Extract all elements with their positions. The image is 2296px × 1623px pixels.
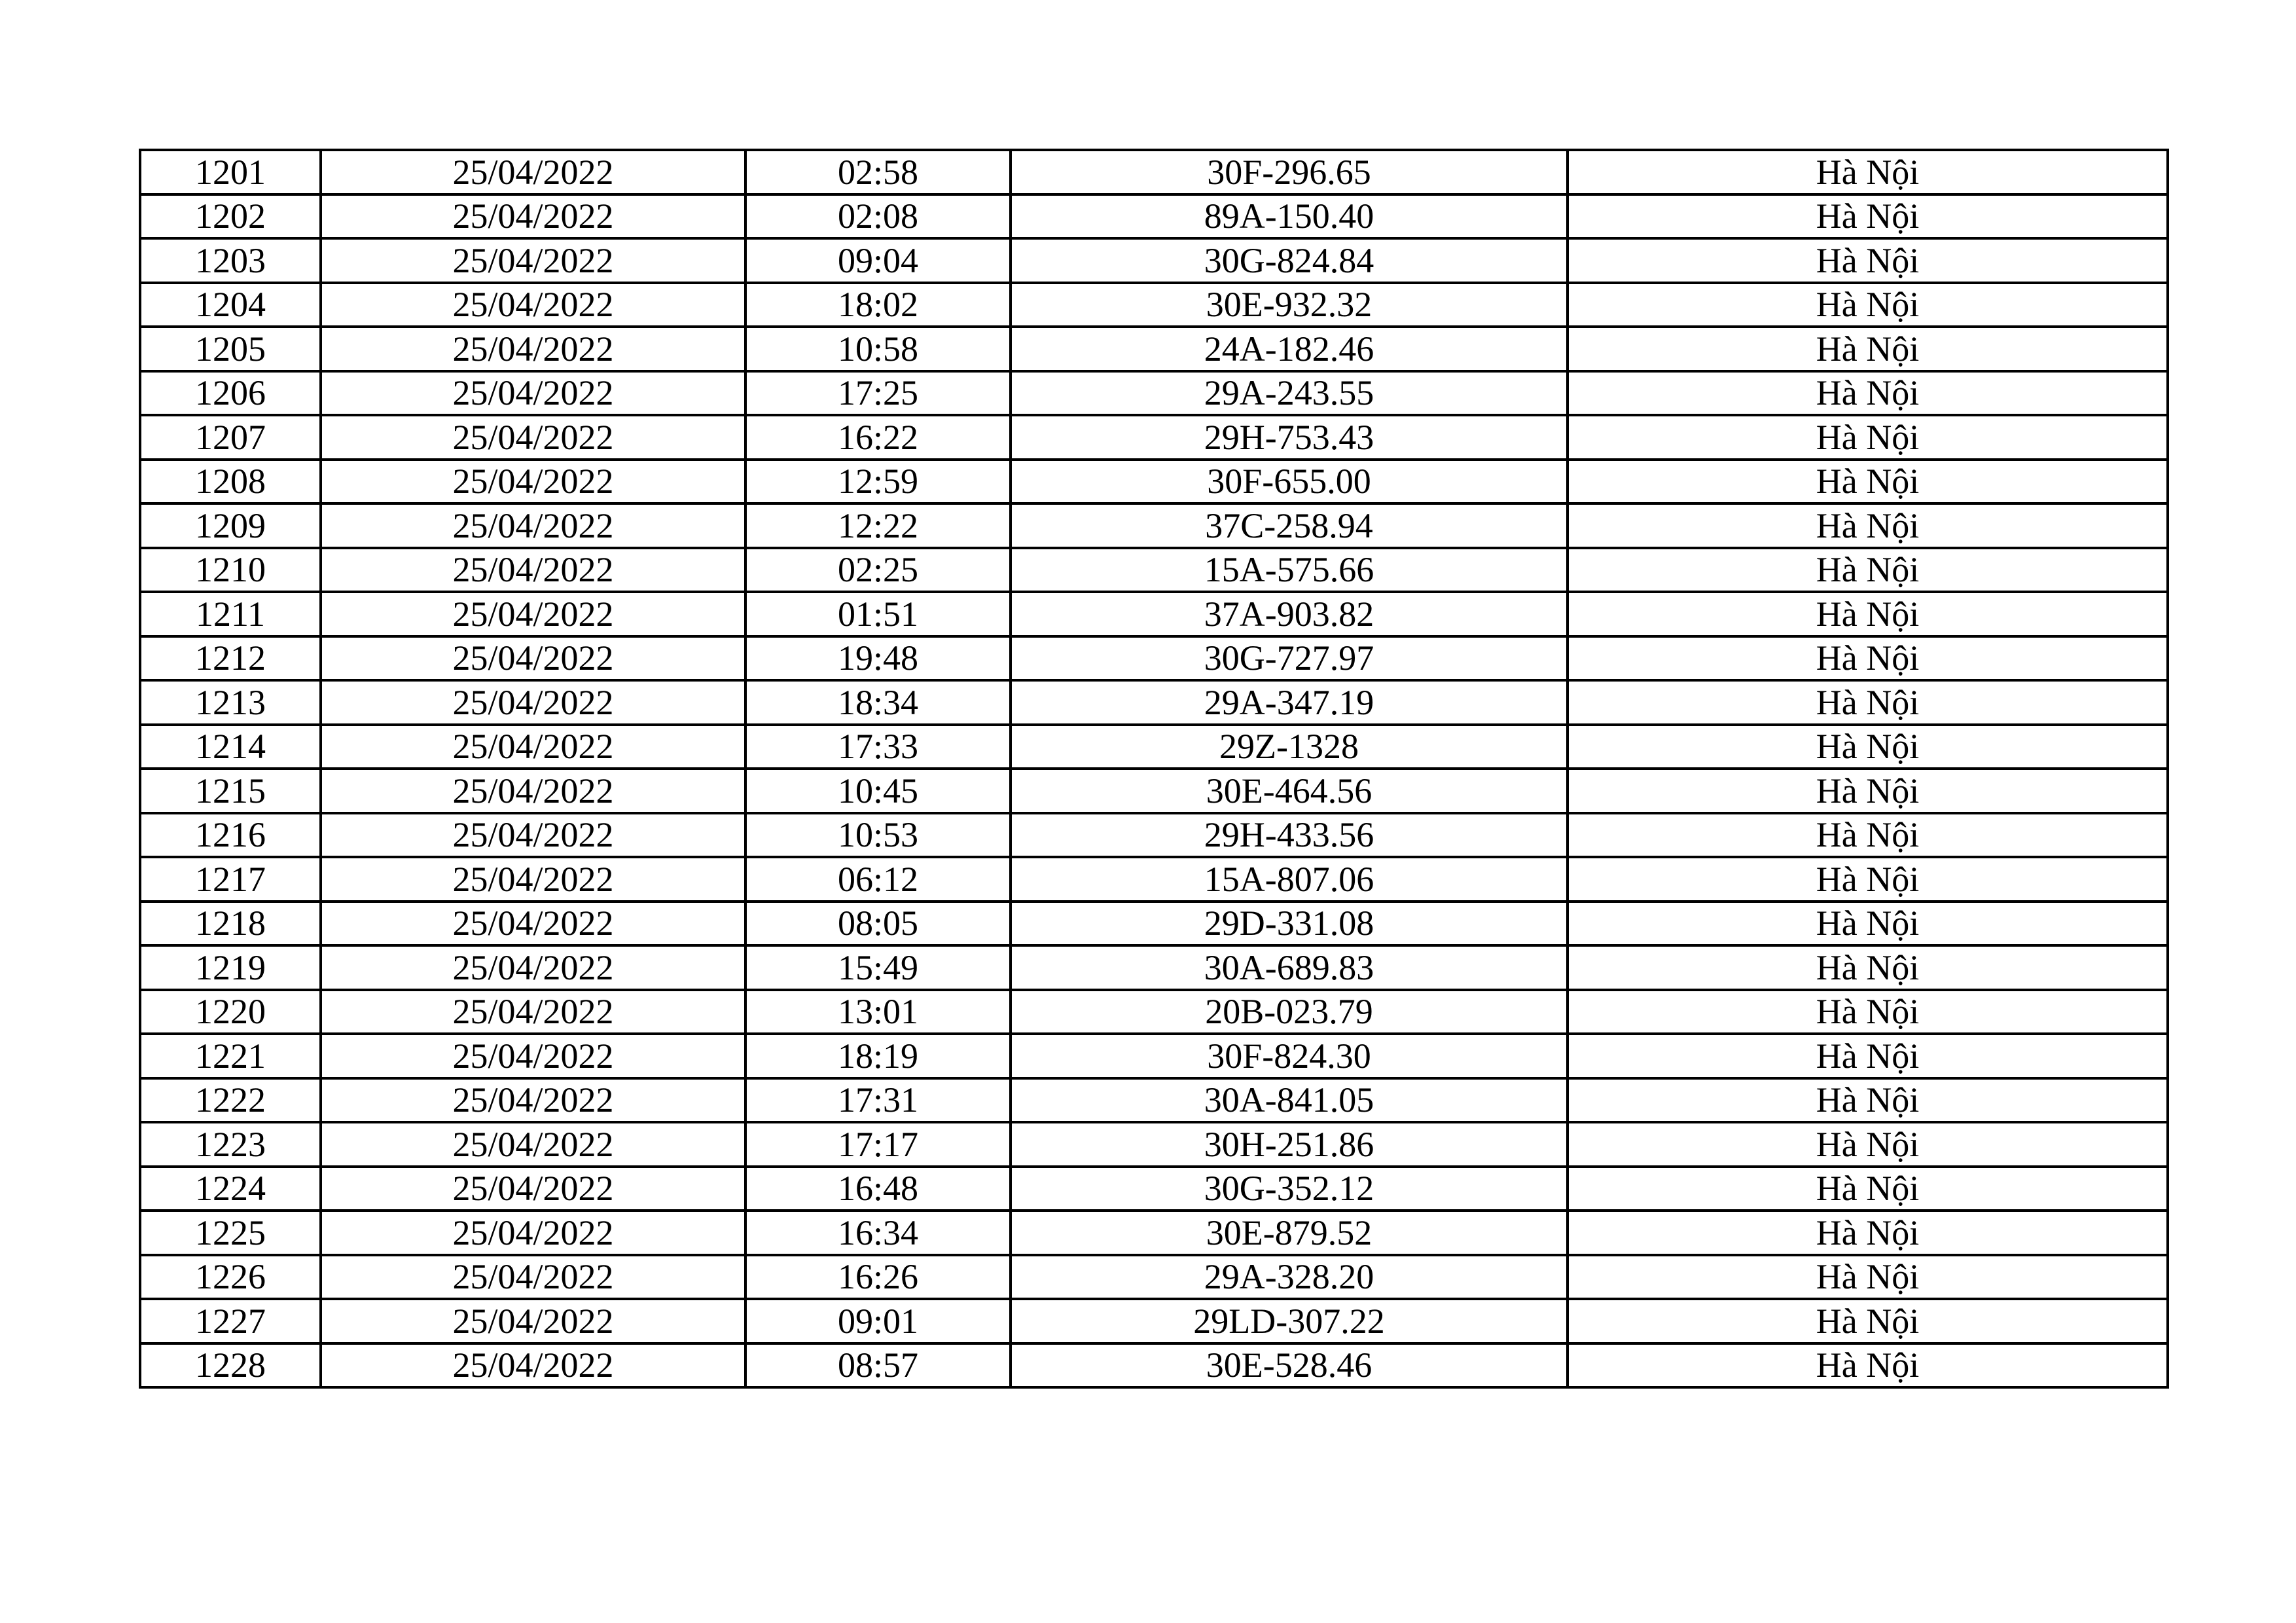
time-cell: 02:25: [745, 548, 1011, 593]
time-cell: 16:48: [745, 1167, 1011, 1211]
time-cell: 12:59: [745, 460, 1011, 504]
table-row: [140, 283, 2168, 327]
location-cell: Hà Nội: [1568, 813, 2168, 858]
table-row: [140, 592, 2168, 636]
time-cell: 19:48: [745, 636, 1011, 681]
date-cell: 25/04/2022: [321, 415, 745, 460]
location-cell: Hà Nội: [1568, 1299, 2168, 1343]
license-plate-cell: 29H-753.43: [1011, 415, 1568, 460]
license-plate-cell: 29D-331.08: [1011, 902, 1568, 946]
row-number-cell: 1224: [140, 1167, 321, 1211]
location-cell: Hà Nội: [1568, 857, 2168, 902]
row-number-cell: 1222: [140, 1078, 321, 1123]
table-row: [140, 945, 2168, 990]
table-row: [140, 150, 2168, 194]
row-number-cell: 1221: [140, 1034, 321, 1078]
location-cell: Hà Nội: [1568, 327, 2168, 371]
date-cell: 25/04/2022: [321, 725, 745, 769]
date-cell: 25/04/2022: [321, 1299, 745, 1343]
row-number-cell: 1223: [140, 1122, 321, 1167]
date-cell: 25/04/2022: [321, 769, 745, 813]
license-plate-cell: 37A-903.82: [1011, 592, 1568, 636]
license-plate-cell: 29A-328.20: [1011, 1255, 1568, 1300]
location-cell: Hà Nội: [1568, 1034, 2168, 1078]
license-plate-cell: 29H-433.56: [1011, 813, 1568, 858]
date-cell: 25/04/2022: [321, 990, 745, 1034]
table-row: [140, 1255, 2168, 1300]
date-cell: 25/04/2022: [321, 327, 745, 371]
license-plate-cell: 30H-251.86: [1011, 1122, 1568, 1167]
location-cell: Hà Nội: [1568, 548, 2168, 593]
location-cell: Hà Nội: [1568, 1255, 2168, 1300]
row-number-cell: 1205: [140, 327, 321, 371]
row-number-cell: 1228: [140, 1343, 321, 1388]
license-plate-cell: 30A-689.83: [1011, 945, 1568, 990]
time-cell: 02:08: [745, 194, 1011, 239]
location-cell: Hà Nội: [1568, 592, 2168, 636]
table-row: [140, 1299, 2168, 1343]
table-row: [140, 725, 2168, 769]
table-row: [140, 680, 2168, 725]
row-number-cell: 1212: [140, 636, 321, 681]
date-cell: 25/04/2022: [321, 238, 745, 283]
row-number-cell: 1201: [140, 150, 321, 194]
location-cell: Hà Nội: [1568, 680, 2168, 725]
date-cell: 25/04/2022: [321, 1034, 745, 1078]
table-row: [140, 1167, 2168, 1211]
table-row: [140, 636, 2168, 681]
date-cell: 25/04/2022: [321, 460, 745, 504]
date-cell: 25/04/2022: [321, 1211, 745, 1255]
license-plate-cell: 89A-150.40: [1011, 194, 1568, 239]
time-cell: 15:49: [745, 945, 1011, 990]
row-number-cell: 1206: [140, 371, 321, 416]
date-cell: 25/04/2022: [321, 548, 745, 593]
table-row: [140, 194, 2168, 239]
row-number-cell: 1203: [140, 238, 321, 283]
license-plate-cell: 29LD-307.22: [1011, 1299, 1568, 1343]
time-cell: 10:45: [745, 769, 1011, 813]
time-cell: 08:57: [745, 1343, 1011, 1388]
license-plate-cell: 20B-023.79: [1011, 990, 1568, 1034]
time-cell: 10:58: [745, 327, 1011, 371]
row-number-cell: 1218: [140, 902, 321, 946]
row-number-cell: 1215: [140, 769, 321, 813]
time-cell: 18:34: [745, 680, 1011, 725]
location-cell: Hà Nội: [1568, 725, 2168, 769]
time-cell: 10:53: [745, 813, 1011, 858]
time-cell: 16:34: [745, 1211, 1011, 1255]
table-row: [140, 503, 2168, 548]
location-cell: Hà Nội: [1568, 503, 2168, 548]
table-row: [140, 327, 2168, 371]
date-cell: 25/04/2022: [321, 945, 745, 990]
time-cell: 12:22: [745, 503, 1011, 548]
row-number-cell: 1225: [140, 1211, 321, 1255]
row-number-cell: 1210: [140, 548, 321, 593]
row-number-cell: 1213: [140, 680, 321, 725]
location-cell: Hà Nội: [1568, 415, 2168, 460]
date-cell: 25/04/2022: [321, 636, 745, 681]
row-number-cell: 1211: [140, 592, 321, 636]
date-cell: 25/04/2022: [321, 1122, 745, 1167]
row-number-cell: 1204: [140, 283, 321, 327]
license-plate-cell: 24A-182.46: [1011, 327, 1568, 371]
row-number-cell: 1217: [140, 857, 321, 902]
date-cell: 25/04/2022: [321, 592, 745, 636]
table-row: [140, 1343, 2168, 1388]
table-row: [140, 415, 2168, 460]
license-plate-cell: 29Z-1328: [1011, 725, 1568, 769]
location-cell: Hà Nội: [1568, 1343, 2168, 1388]
license-plate-cell: 29A-347.19: [1011, 680, 1568, 725]
table-row: [140, 238, 2168, 283]
table-body: [140, 150, 2168, 1387]
table-row: [140, 1078, 2168, 1123]
location-cell: Hà Nội: [1568, 636, 2168, 681]
time-cell: 01:51: [745, 592, 1011, 636]
time-cell: 13:01: [745, 990, 1011, 1034]
time-cell: 17:25: [745, 371, 1011, 416]
table-row: [140, 857, 2168, 902]
location-cell: Hà Nội: [1568, 1122, 2168, 1167]
location-cell: Hà Nội: [1568, 1078, 2168, 1123]
date-cell: 25/04/2022: [321, 813, 745, 858]
row-number-cell: 1207: [140, 415, 321, 460]
license-plate-cell: 15A-575.66: [1011, 548, 1568, 593]
location-cell: Hà Nội: [1568, 238, 2168, 283]
date-cell: 25/04/2022: [321, 857, 745, 902]
license-plate-cell: 30E-464.56: [1011, 769, 1568, 813]
license-plate-cell: 30E-528.46: [1011, 1343, 1568, 1388]
license-plate-cell: 29A-243.55: [1011, 371, 1568, 416]
date-cell: 25/04/2022: [321, 1343, 745, 1388]
row-number-cell: 1227: [140, 1299, 321, 1343]
row-number-cell: 1214: [140, 725, 321, 769]
time-cell: 08:05: [745, 902, 1011, 946]
license-plate-cell: 30A-841.05: [1011, 1078, 1568, 1123]
location-cell: Hà Nội: [1568, 1211, 2168, 1255]
license-plate-cell: 30F-655.00: [1011, 460, 1568, 504]
location-cell: Hà Nội: [1568, 769, 2168, 813]
date-cell: 25/04/2022: [321, 1078, 745, 1123]
time-cell: 16:22: [745, 415, 1011, 460]
time-cell: 06:12: [745, 857, 1011, 902]
table-row: [140, 990, 2168, 1034]
location-cell: Hà Nội: [1568, 990, 2168, 1034]
location-cell: Hà Nội: [1568, 460, 2168, 504]
table-row: [140, 1034, 2168, 1078]
license-plate-cell: 30G-824.84: [1011, 238, 1568, 283]
table-row: [140, 902, 2168, 946]
time-cell: 18:02: [745, 283, 1011, 327]
row-number-cell: 1226: [140, 1255, 321, 1300]
date-cell: 25/04/2022: [321, 902, 745, 946]
table-row: [140, 548, 2168, 593]
time-cell: 16:26: [745, 1255, 1011, 1300]
table-row: [140, 1122, 2168, 1167]
violation-table: [139, 149, 2169, 1389]
table-row: [140, 769, 2168, 813]
license-plate-cell: 15A-807.06: [1011, 857, 1568, 902]
time-cell: 09:04: [745, 238, 1011, 283]
time-cell: 02:58: [745, 150, 1011, 194]
row-number-cell: 1209: [140, 503, 321, 548]
time-cell: 17:31: [745, 1078, 1011, 1123]
license-plate-cell: 30E-879.52: [1011, 1211, 1568, 1255]
location-cell: Hà Nội: [1568, 371, 2168, 416]
date-cell: 25/04/2022: [321, 194, 745, 239]
row-number-cell: 1202: [140, 194, 321, 239]
location-cell: Hà Nội: [1568, 150, 2168, 194]
table-row: [140, 1211, 2168, 1255]
date-cell: 25/04/2022: [321, 1167, 745, 1211]
time-cell: 17:33: [745, 725, 1011, 769]
time-cell: 17:17: [745, 1122, 1011, 1167]
table-row: [140, 813, 2168, 858]
location-cell: Hà Nội: [1568, 283, 2168, 327]
date-cell: 25/04/2022: [321, 150, 745, 194]
license-plate-cell: 30E-932.32: [1011, 283, 1568, 327]
location-cell: Hà Nội: [1568, 194, 2168, 239]
license-plate-cell: 30F-296.65: [1011, 150, 1568, 194]
time-cell: 18:19: [745, 1034, 1011, 1078]
license-plate-cell: 30G-352.12: [1011, 1167, 1568, 1211]
location-cell: Hà Nội: [1568, 945, 2168, 990]
date-cell: 25/04/2022: [321, 283, 745, 327]
date-cell: 25/04/2022: [321, 503, 745, 548]
row-number-cell: 1219: [140, 945, 321, 990]
time-cell: 09:01: [745, 1299, 1011, 1343]
license-plate-cell: 30F-824.30: [1011, 1034, 1568, 1078]
date-cell: 25/04/2022: [321, 1255, 745, 1300]
location-cell: Hà Nội: [1568, 1167, 2168, 1211]
row-number-cell: 1216: [140, 813, 321, 858]
license-plate-cell: 37C-258.94: [1011, 503, 1568, 548]
table-row: [140, 460, 2168, 504]
table-row: [140, 371, 2168, 416]
date-cell: 25/04/2022: [321, 371, 745, 416]
date-cell: 25/04/2022: [321, 680, 745, 725]
row-number-cell: 1220: [140, 990, 321, 1034]
location-cell: Hà Nội: [1568, 902, 2168, 946]
license-plate-cell: 30G-727.97: [1011, 636, 1568, 681]
row-number-cell: 1208: [140, 460, 321, 504]
